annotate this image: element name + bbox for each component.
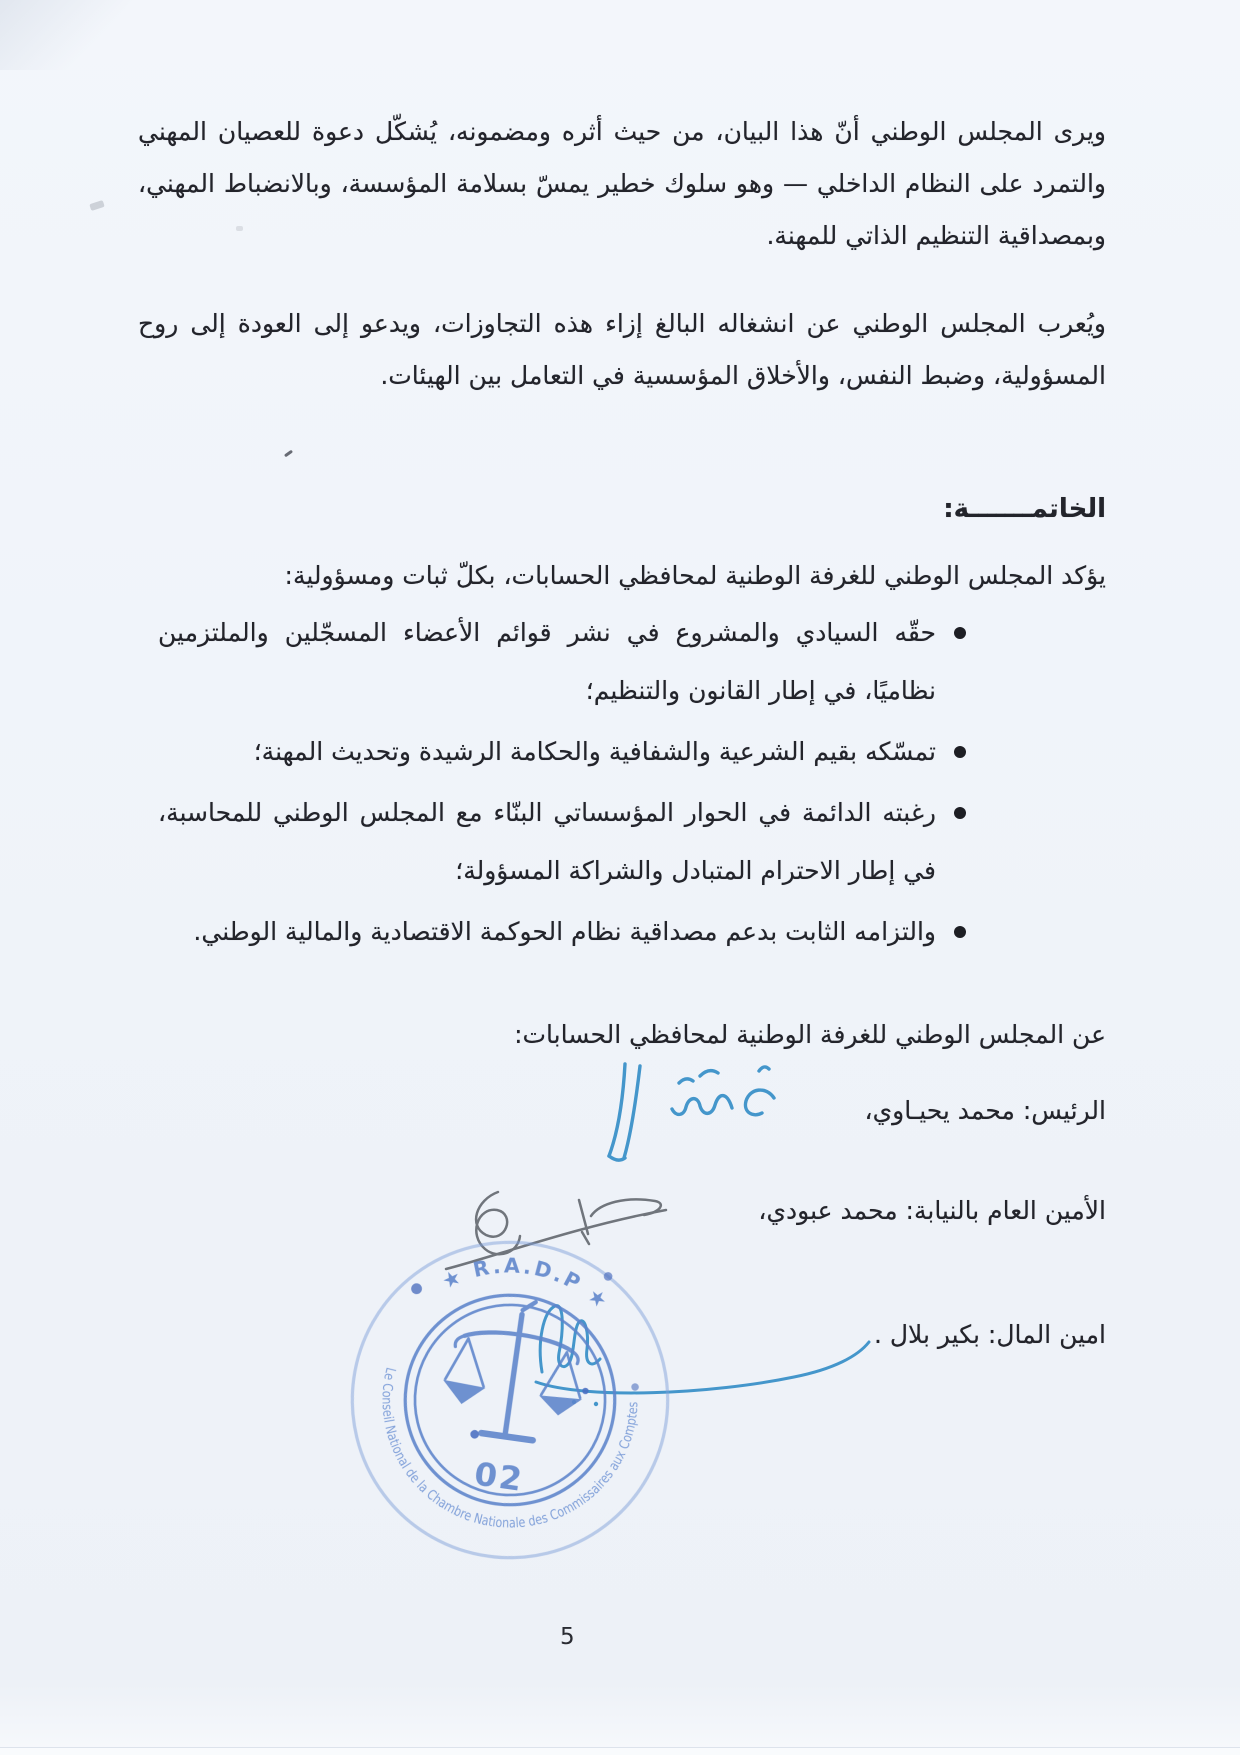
stamp-top-text: ★ R.A.D.P ★: [438, 1253, 615, 1315]
secretary-general-title-line: الأمين العام بالنيابة: محمد عبودي،: [758, 1196, 1106, 1225]
on-behalf-line: عن المجلس الوطني للغرفة الوطنية لمحافظي الحسابات:: [514, 1020, 1106, 1049]
conclusion-intro: يؤكد المجلس الوطني للغرفة الوطنية لمحافظي الحسابات، بكلّ ثبات ومسؤولية:: [284, 561, 1106, 590]
scales-of-justice-icon: [436, 1291, 600, 1454]
conclusion-heading: الخاتمـــــــة:: [943, 494, 1106, 524]
scan-speck: [236, 226, 243, 231]
list-item: تمسّكه بقيم الشرعية والشفافية والحكامة الرشيدة وتحديث المهنة؛: [158, 723, 972, 781]
scan-speck: [89, 200, 104, 211]
page-number: 5: [560, 1624, 575, 1650]
list-item: والتزامه الثابت بدعم مصداقية نظام الحوكمة الاقتصادية والمالية الوطني.: [158, 903, 972, 961]
treasurer-title-line: امين المال: بكير بلال .: [873, 1320, 1106, 1349]
scan-corner-shadow: [0, 0, 150, 70]
stamp-number: 02: [472, 1454, 527, 1500]
affirmations-list: [158, 604, 972, 964]
paragraph-concern: ويُعرب المجلس الوطني عن انشغاله البالغ إزاء هذه التجاوزات، ويدعو إلى العودة إلى روح المسؤولية، وضبط النفس، والأخلاق المؤسسية في التعامل بين الهيئات.: [138, 309, 1106, 390]
president-title-line: الرئيس: محمد يحيـاوي،: [864, 1096, 1106, 1125]
stamp-ink-blob: [410, 1283, 422, 1295]
paragraph-opinion: ويرى المجلس الوطني أنّ هذا البيان، من حيث أثره ومضمونه، يُشكّل دعوة للعصيان المهني والتمرد على النظام الداخلي — وهو سلوك خطير يمسّ بسلامة المؤسسة، وبالانضباط المهني، وبمصداقية التنظيم الذاتي للمهنة.: [138, 117, 1106, 250]
list-item: حقّه السيادي والمشروع في نشر قوائم الأعضاء المسجّلين والملتزمين نظاميًا، في إطار القانون والتنظيم؛: [158, 604, 972, 720]
official-stamp: [327, 1217, 693, 1583]
stamp-ring-text: Le Conseil National de la Chambre Nationale des Commissaires aux Comptes: [378, 1365, 642, 1532]
list-item: رغبته الدائمة في الحوار المؤسساتي البنّاء مع المجلس الوطني للمحاسبة، في إطار الاحترام المتبادل والشراكة المسؤولة؛: [158, 784, 972, 900]
scan-bottom-edge: [0, 1747, 1240, 1755]
president-signature: [560, 1058, 795, 1176]
scan-speck: [284, 450, 293, 458]
stamp-ink-blob: [631, 1383, 640, 1392]
